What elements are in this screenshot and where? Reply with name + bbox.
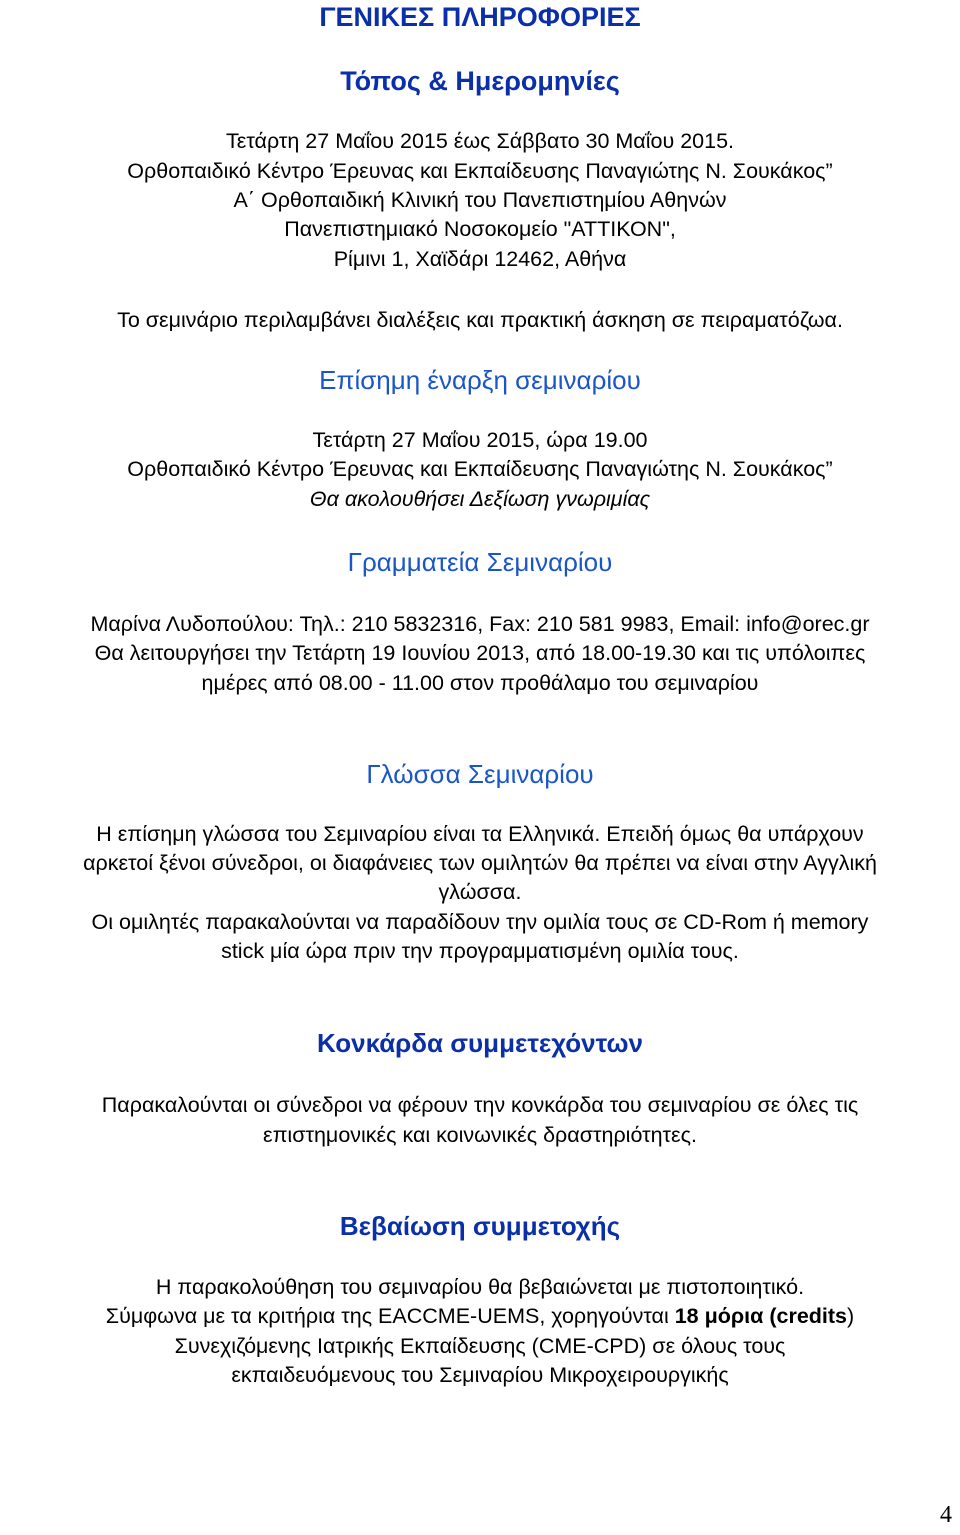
- secretariat-heading: Γραμματεία Σεμιναρίου: [347, 547, 613, 577]
- venue-line: Ορθοπαιδικό Κέντρο Έρευνας και Εκπαίδευσης Παναγιώτης Ν. Σουκάκος”: [127, 159, 833, 183]
- venue-line: Α΄ Ορθοπαιδική Κλινική του Πανεπιστημίου Αθηνών: [233, 188, 727, 212]
- venue-line: Ρίμινι 1, Χαϊδάρι 12462, Αθήνα: [333, 247, 627, 271]
- certificate-credits-prefix: Σύμφωνα με τα κριτήρια της EACCME-UEMS, χορηγούνται: [105, 1304, 675, 1328]
- opening-line: Ορθοπαιδικό Κέντρο Έρευνας και Εκπαίδευσης Παναγιώτης Ν. Σουκάκος”: [127, 457, 833, 481]
- opening-reception: Θα ακολουθήσει Δεξίωση γνωριμίας: [309, 487, 651, 511]
- certificate-line: εκπαιδευόμενους του Σεμιναρίου Μικροχειρουργικής: [231, 1363, 729, 1387]
- secretariat-contact: Μαρίνα Λυδοπούλου: Τηλ.: 210 5832316, Fax: 210 581 9983, Email: info@orec.gr: [90, 612, 870, 636]
- secretariat-hours: Θα λειτουργήσει την Τετάρτη 19 Ιουνίου 2013, από 18.00-19.30 και τις υπόλοιπες: [94, 641, 866, 665]
- certificate-credits-line: [0, 1301, 960, 1331]
- language-line: Η επίσημη γλώσσα του Σεμιναρίου είναι τα Ελληνικά. Επειδή όμως θα υπάρχουν: [96, 822, 864, 846]
- certificate-line: Η παρακολούθηση του σεμιναρίου θα βεβαιώνεται με πιστοποιητικό.: [155, 1275, 805, 1299]
- language-line: stick μία ώρα πριν την προγραμματισμένη ομιλία τους.: [221, 939, 739, 963]
- language-heading: Γλώσσα Σεμιναρίου: [366, 759, 594, 789]
- opening-line: Τετάρτη 27 Μαΐου 2015, ώρα 19.00: [312, 428, 648, 452]
- badge-line: Παρακαλούνται οι σύνεδροι να φέρουν την κονκάρδα του σεμιναρίου σε όλες τις: [101, 1093, 859, 1117]
- venue-line: Πανεπιστημιακό Νοσοκομείο "ΑΤΤΙΚΟΝ",: [284, 217, 676, 241]
- language-line: γλώσσα.: [438, 880, 522, 904]
- badge-line: επιστημονικές και κοινωνικές δραστηριότητες.: [263, 1123, 697, 1147]
- venue-note: Το σεμινάριο περιλαμβάνει διαλέξεις και πρακτική άσκηση σε πειραματόζωα.: [117, 308, 843, 332]
- page-title: ΓΕΝΙΚΕΣ ΠΛΗΡΟΦΟΡΙΕΣ: [319, 2, 641, 32]
- venue-heading: Τόπος & Ημερομηνίες: [340, 66, 620, 96]
- opening-heading: Επίσημη έναρξη σεμιναρίου: [319, 365, 641, 395]
- venue-line: Τετάρτη 27 Μαΐου 2015 έως Σάββατο 30 Μαΐου 2015.: [225, 129, 735, 153]
- certificate-heading: Βεβαίωση συμμετοχής: [339, 1211, 621, 1241]
- language-line: Οι ομιλητές παρακαλούνται να παραδίδουν την ομιλία τους σε CD-Rom ή memory: [91, 910, 869, 934]
- certificate-line: Συνεχιζόμενης Ιατρικής Εκπαίδευσης (CME-CPD) σε όλους τους: [174, 1334, 786, 1358]
- language-line: αρκετοί ξένοι σύνεδροι, οι διαφάνειες των ομιλητών θα πρέπει να είναι στην Αγγλική: [83, 851, 877, 875]
- secretariat-hours: ημέρες από 08.00 - 11.00 στον προθάλαμο του σεμιναρίου: [201, 671, 759, 695]
- badge-heading: Κονκάρδα συμμετεχόντων: [317, 1028, 643, 1058]
- certificate-credits-suffix: ): [847, 1304, 855, 1328]
- page-number: 4: [940, 1502, 952, 1528]
- certificate-credits-value: 18 μόρια (credits: [674, 1304, 848, 1328]
